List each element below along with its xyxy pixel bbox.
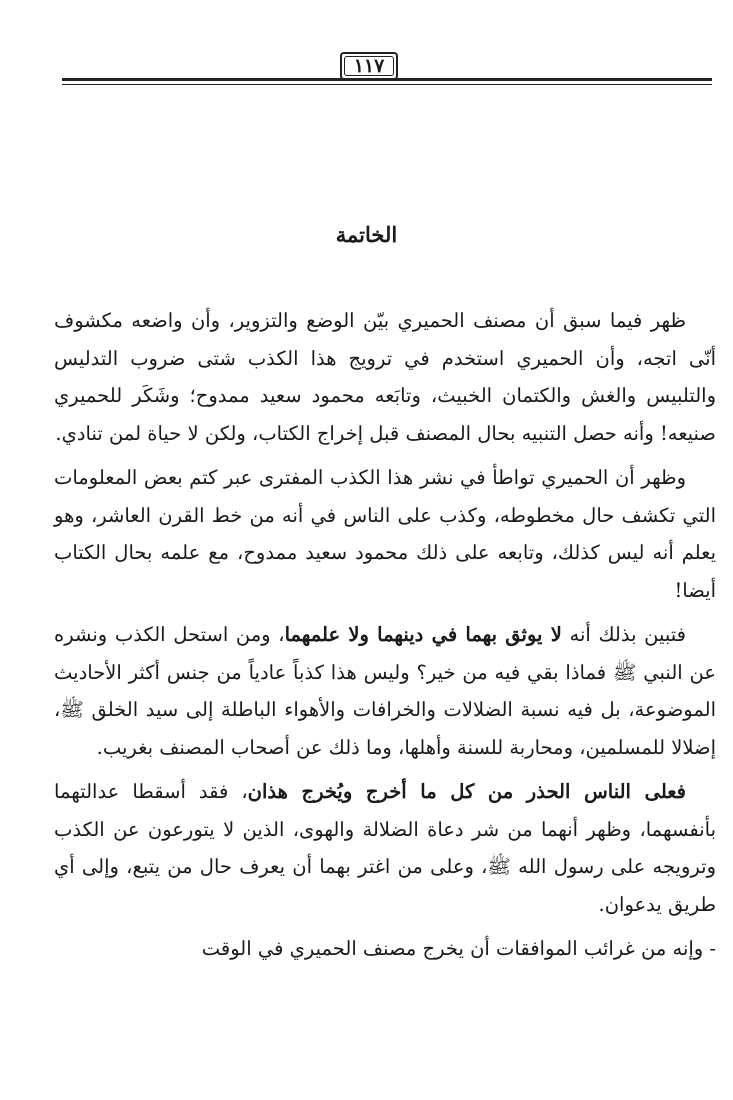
paragraph-4 bbox=[54, 773, 716, 923]
paragraph-4-emphasis: فعلى الناس الحذر من كل ما أخرج ويُخرج هذان bbox=[247, 780, 687, 803]
paragraph-3 bbox=[54, 616, 716, 766]
page-number: ١١٧ bbox=[340, 52, 398, 80]
paragraph-2: وظهر أن الحميري تواطأ في نشر هذا الكذب المفترى عبر كتم بعض المعلومات التي تكشف حال مخطوطه، وكذب على الناس في أنه من خط القرن العاشر، وهو يعلم أنه ليس كذلك، وتابعه على ذلك محمود سعيد ممدوح، مع علمه بحال الكتاب أيضا! bbox=[54, 466, 716, 602]
header-rule-thin bbox=[62, 84, 712, 85]
page-header bbox=[62, 48, 712, 92]
paragraph-5: - وإنه من غرائب الموافقات أن يخرج مصنف الحميري في الوقت bbox=[201, 937, 716, 960]
paragraph-3-rest: ، ومن استحل الكذب ونشره عن النبي ﷺ فماذا بقي فيه من خير؟ وليس هذا كذباً عادياً من جنس أكثر الأحاديث الموضوعة، بل فيه نسبة الضلالات والخرافات والأهواء الباطلة إلى سيد الخلق ﷺ، إضلالا للمسلمين، ومحاربة للسنة وأهلها، وما ذلك عن أصحاب المصنف بغريب. bbox=[54, 623, 716, 759]
paragraph-3-emphasis: لا يوثق بهما في دينهما ولا علمهما bbox=[284, 623, 562, 646]
paragraph-3-lead: فتبين بذلك أنه bbox=[561, 623, 686, 646]
chapter-title: الخاتمة bbox=[335, 222, 398, 247]
paragraph-4-rest: ، فقد أسقطا عدالتهما بأنفسهما، وظهر أنهما من شر دعاة الضلالة والهوى، الذين لا يتورعون عن الكذب وترويجه على رسول الله ﷺ، وعلى من اغتر بهما أن يعرف حال من يتبع، وإلى أي طريق يدعوان. bbox=[54, 780, 716, 916]
paragraph-1: ظهر فيما سبق أن مصنف الحميري بيّن الوضع والتزوير، وأن واضعه مكشوف أنّى اتجه، وأن الحميري استخدم في ترويج هذا الكذب شتى ضروب التدليس والتلبيس والغش والكتمان الخبيث، وتابَعه محمود سعيد ممدوح؛ وشَكَر للحميري صنيعه! وأنه حصل التنبيه بحال المصنف قبل إخراج الكتاب، ولكن لا حياة لمن تنادي. bbox=[54, 309, 716, 445]
body-text bbox=[54, 302, 716, 975]
